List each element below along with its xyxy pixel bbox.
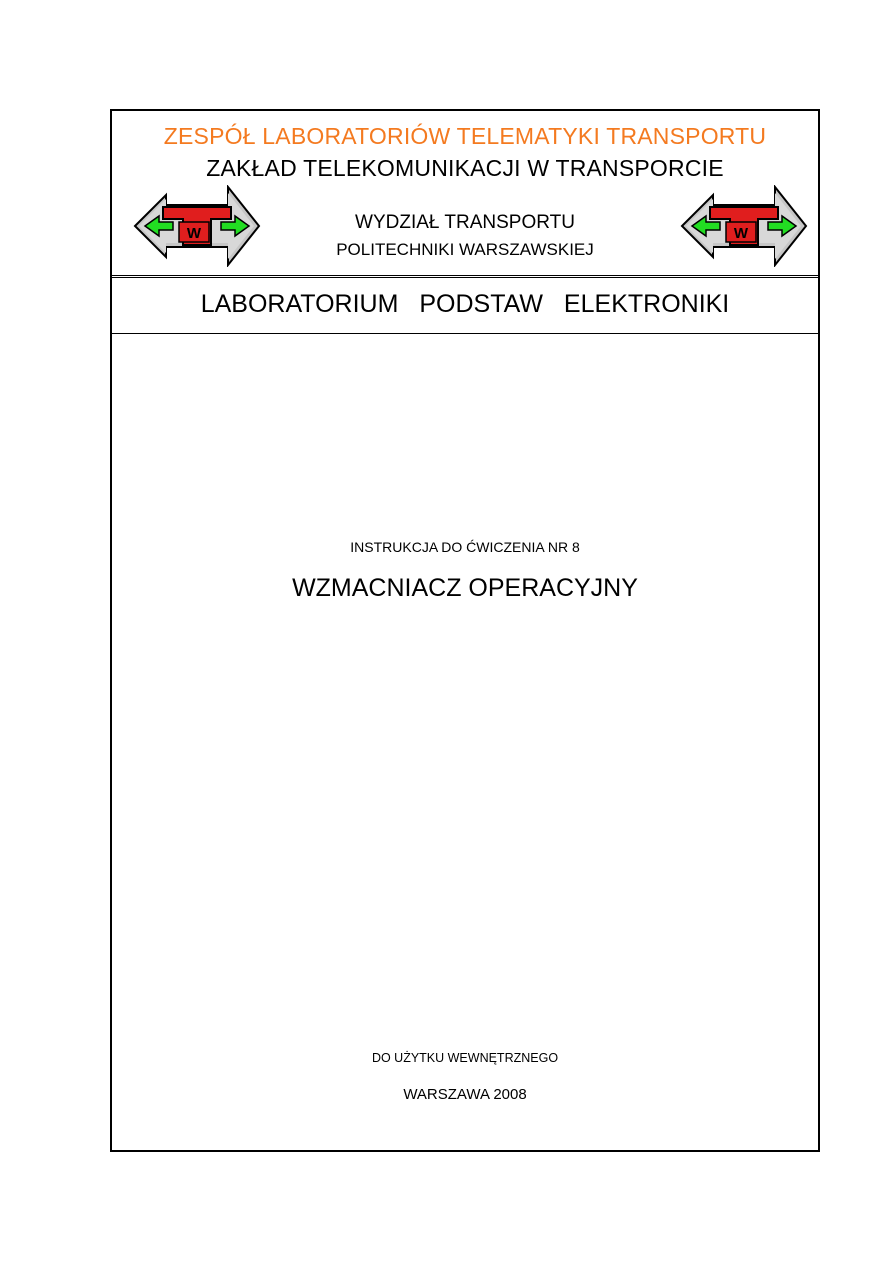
exercise-subject: WZMACNIACZ OPERACYJNY (292, 574, 638, 602)
svg-text:W: W (186, 225, 202, 242)
lab-title: LABORATORIUM PODSTAW ELEKTRONIKI (200, 290, 730, 318)
university-name: POLITECHNIKI WARSZAWSKIEJ (336, 240, 594, 259)
group-title: ZESPÓŁ LABORATORIÓW TELEMATYKI TRANSPORTU (163, 123, 767, 149)
svg-text:W: W (733, 225, 749, 242)
faculty-name: WYDZIAŁ TRANSPORTU (355, 212, 575, 233)
lab-band (112, 278, 818, 334)
city-year: WARSZAWA 2008 (403, 1086, 527, 1103)
twt-logo-right-icon (680, 185, 808, 267)
page-frame (110, 109, 820, 1152)
internal-use-note: DO UŻYTKU WEWNĘTRZNEGO (371, 1051, 559, 1065)
header (112, 111, 818, 278)
instruction-label: INSTRUKCJA DO ĆWICZENIA NR 8 (350, 539, 580, 555)
department-title: ZAKŁAD TELEKOMUNIKACJI W TRANSPORCIE (206, 155, 724, 181)
